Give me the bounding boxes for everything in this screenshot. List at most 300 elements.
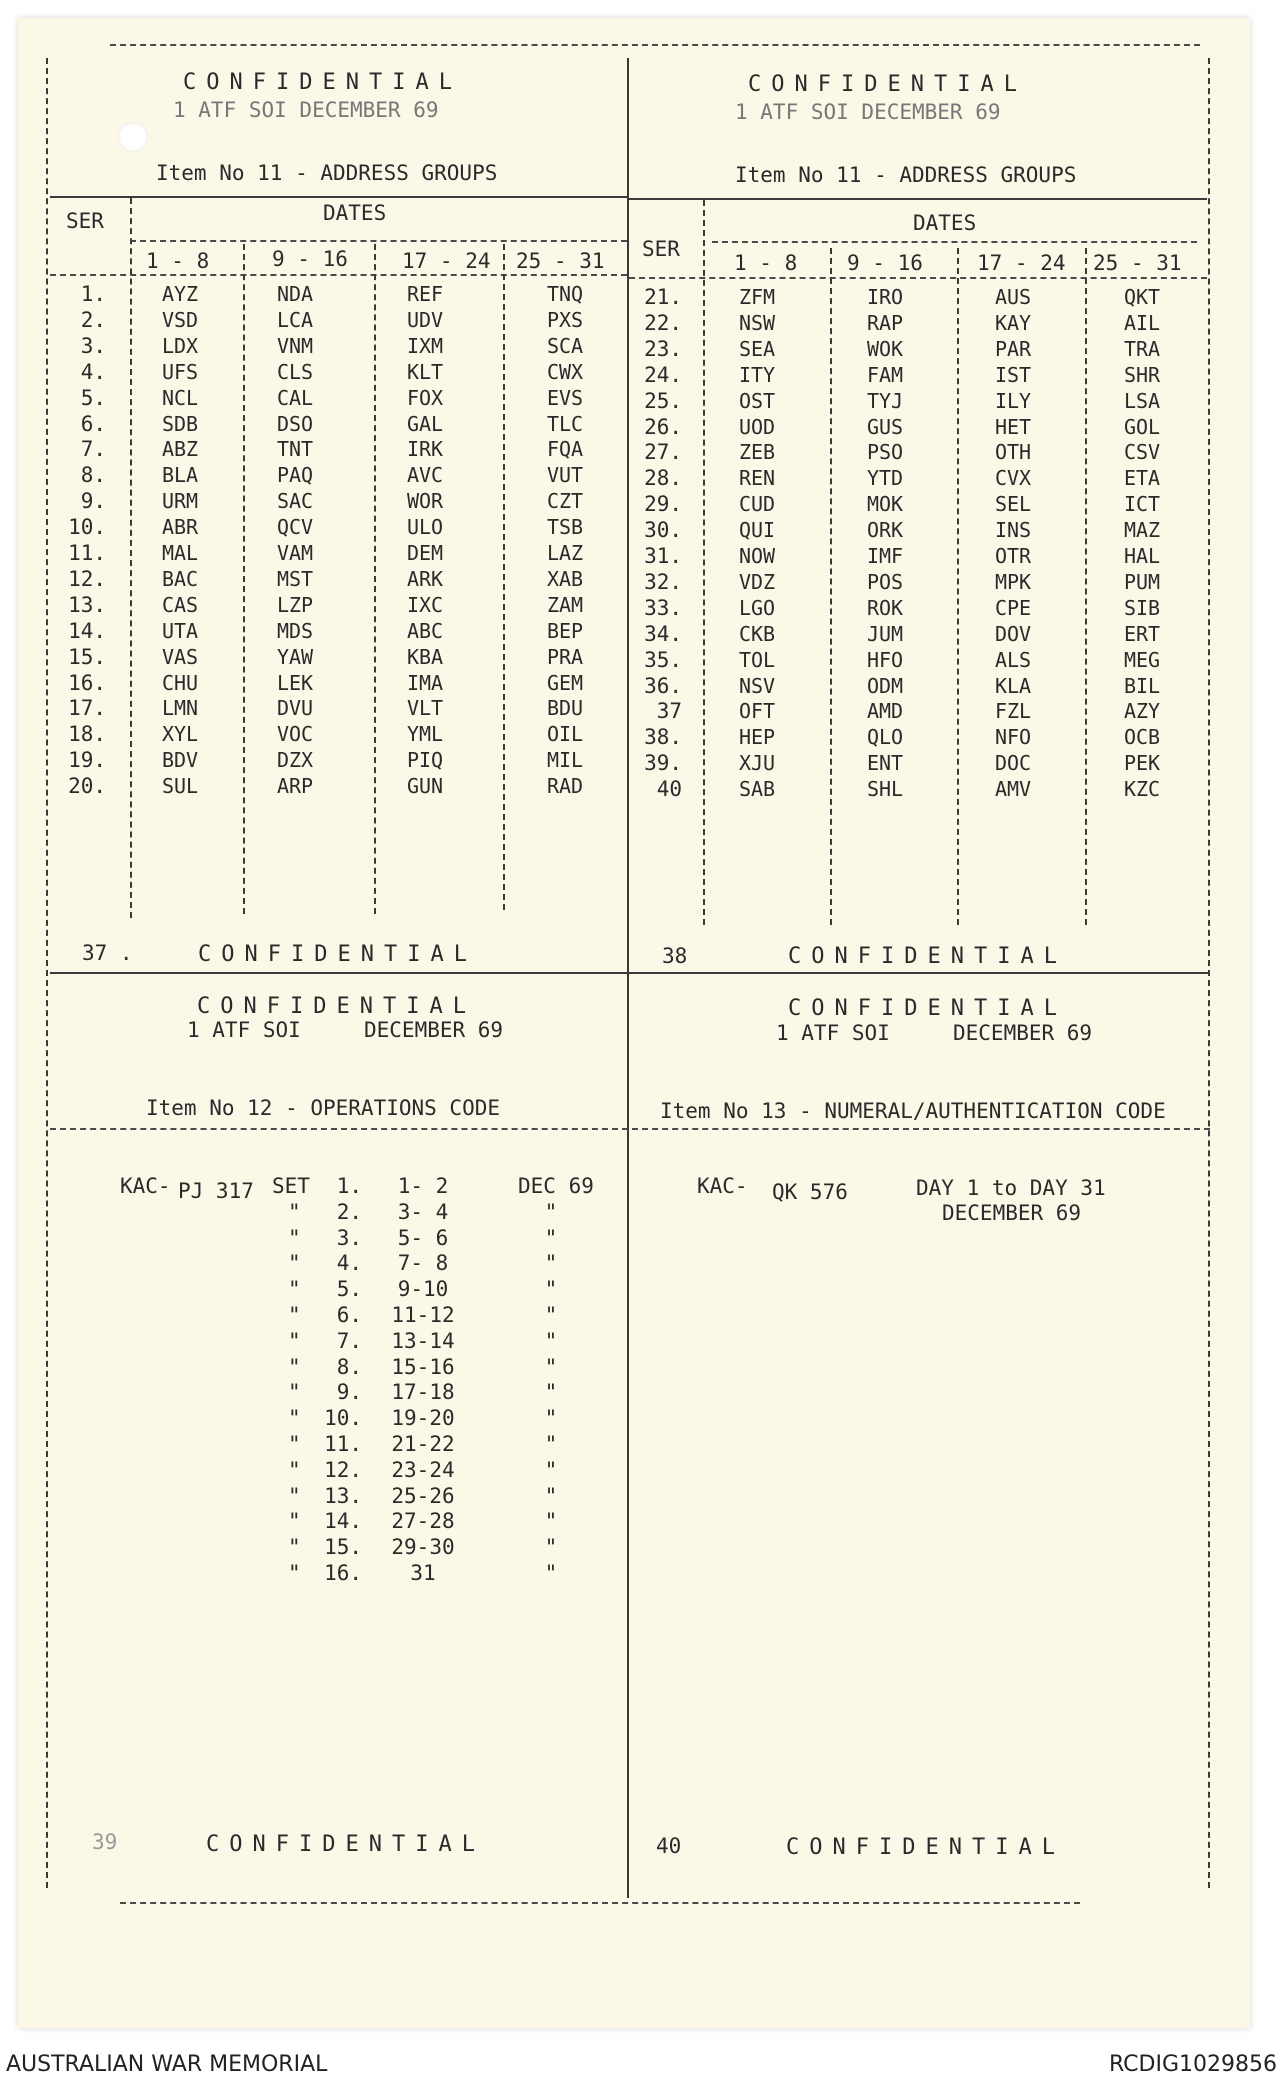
col-header-25-31: 25 - 31 xyxy=(516,249,605,273)
ser-number: 10. xyxy=(68,515,106,540)
ops-code-prefix: KAC- xyxy=(120,1174,171,1198)
ser-number: 25. xyxy=(644,388,682,413)
day-range: 27-28 xyxy=(391,1509,455,1534)
address-group-cell: DSO xyxy=(276,411,314,436)
address-group-cell: GEM xyxy=(546,670,584,695)
address-group-cell: BDV xyxy=(161,748,199,773)
soi-date-line: 1 ATF SOI DECEMBER 69 xyxy=(735,100,1001,124)
address-group-cell: SIB xyxy=(1123,595,1161,620)
ditto-mark: " xyxy=(288,1432,301,1456)
address-group-cell: VAS xyxy=(161,644,199,669)
ser-header: SER xyxy=(642,237,680,261)
top-border xyxy=(110,44,1200,46)
classification-heading: CONFIDENTIAL xyxy=(183,70,462,95)
day-range: 17-18 xyxy=(391,1380,455,1405)
day-range: 23-24 xyxy=(391,1457,455,1482)
ser-number: 15. xyxy=(68,644,106,669)
address-group-cell: RAP xyxy=(866,310,904,335)
address-group-cell: BLA xyxy=(161,463,199,488)
soi-date-line: 1 ATF SOI DECEMBER 69 xyxy=(173,98,439,122)
set-number: 11. xyxy=(324,1432,362,1456)
address-group-cell: ERT xyxy=(1123,621,1161,646)
month-column: " xyxy=(544,1277,558,1302)
archive-name: AUSTRALIAN WAR MEMORIAL xyxy=(6,2052,328,2077)
address-group-cell: KLT xyxy=(406,359,444,384)
page-number: 38 xyxy=(662,944,688,968)
address-group-cell: AZY xyxy=(1123,699,1161,724)
address-group-cell: MDS xyxy=(276,618,314,643)
address-group-cell: PXS xyxy=(546,307,584,332)
address-group-cell: ULO xyxy=(406,515,444,540)
month-column: " xyxy=(544,1535,558,1560)
ditto-mark: " xyxy=(288,1380,301,1405)
col-header-1-8: 1 - 8 xyxy=(734,251,798,275)
address-group-cell: ROK xyxy=(866,595,904,620)
month-column: " xyxy=(544,1483,558,1508)
ditto-mark: " xyxy=(288,1225,301,1250)
address-group-cell: SDB xyxy=(161,411,199,436)
address-group-cell: GAL xyxy=(406,411,444,436)
dates-header: DATES xyxy=(913,211,977,235)
ser-number: 12. xyxy=(68,566,106,591)
set-number: 7. xyxy=(336,1328,362,1353)
soi-line: 1 ATF SOI xyxy=(776,1021,890,1045)
address-group-cell: ETA xyxy=(1123,466,1161,491)
address-group-cell: OIL xyxy=(546,722,584,747)
address-group-cell: URM xyxy=(161,489,199,514)
day-range: 25-26 xyxy=(391,1483,455,1508)
address-group-cell: CZT xyxy=(546,489,584,514)
month-column: " xyxy=(544,1561,558,1585)
address-group-cell: YTD xyxy=(866,466,904,491)
classification-heading: CONFIDENTIAL xyxy=(748,72,1027,97)
address-group-cell: SEL xyxy=(994,492,1032,517)
ser-number: 24. xyxy=(644,362,682,387)
address-group-cell: BEP xyxy=(546,618,584,643)
ser-number: 27. xyxy=(644,440,682,465)
address-group-cell: JUM xyxy=(866,621,904,646)
address-group-cell: SUL xyxy=(161,774,199,799)
item-title: Item No 11 - ADDRESS GROUPS xyxy=(156,161,498,185)
month-column: " xyxy=(544,1509,558,1534)
address-group-cell: MST xyxy=(276,566,314,591)
address-group-cell: CAS xyxy=(161,592,199,617)
ops-code-value: PJ 317 xyxy=(178,1179,254,1203)
address-group-cell: MOK xyxy=(866,492,904,517)
address-group-cell: UDV xyxy=(406,307,444,332)
soi-date: DECEMBER 69 xyxy=(364,1018,504,1042)
address-group-cell: MAL xyxy=(161,541,199,565)
address-group-cell: SHR xyxy=(1123,362,1161,387)
address-group-cell: CAL xyxy=(276,385,314,410)
ser-number: 3. xyxy=(80,333,106,358)
day-range: 1- 2 xyxy=(397,1174,449,1198)
ser-number: 9. xyxy=(80,489,106,514)
page-number: 39 xyxy=(92,1830,118,1854)
address-group-cell: NSW xyxy=(738,310,776,335)
address-group-cell: CSV xyxy=(1123,440,1161,465)
table-header-rule xyxy=(629,198,1207,200)
month-column: DEC 69 xyxy=(518,1174,594,1198)
address-group-cell: YML xyxy=(406,722,444,747)
set-number: 12. xyxy=(324,1457,362,1482)
address-group-cell: CKB xyxy=(738,621,776,646)
dates-header: DATES xyxy=(323,201,387,225)
set-number: 2. xyxy=(336,1199,362,1224)
classification-footer: CONFIDENTIAL xyxy=(198,942,477,967)
address-group-cell: LCA xyxy=(276,307,314,332)
month-column: " xyxy=(544,1432,558,1456)
address-group-cell: QLO xyxy=(866,725,904,750)
address-group-cell: PRA xyxy=(546,644,584,669)
address-group-cell: DVU xyxy=(276,696,314,721)
address-group-cell: CPE xyxy=(994,595,1032,620)
address-group-cell: CUD xyxy=(738,492,776,517)
page-number: 40 xyxy=(656,1834,682,1858)
address-group-cell: UFS xyxy=(161,359,199,384)
ser-number: 38. xyxy=(644,725,682,750)
address-group-cell: LEK xyxy=(276,670,314,695)
ser-number: 39. xyxy=(644,751,682,776)
address-group-cell: QUI xyxy=(738,518,776,543)
address-group-cell: LSA xyxy=(1123,388,1161,413)
archive-reference: RCDIG1029856 xyxy=(1108,2052,1277,2077)
address-group-cell: GOL xyxy=(1123,414,1161,439)
ser-number: 4. xyxy=(80,359,106,384)
col-header-1-8: 1 - 8 xyxy=(146,249,210,273)
address-group-cell: ITY xyxy=(738,362,776,387)
address-group-cell: DEM xyxy=(406,541,444,565)
address-group-cell: VLT xyxy=(406,696,444,721)
address-group-cell: ILY xyxy=(994,388,1032,413)
day-range: 3- 4 xyxy=(397,1199,449,1224)
address-group-cell: VSD xyxy=(161,307,199,332)
address-group-cell: NDA xyxy=(276,282,314,306)
col-header-17-24: 17 - 24 xyxy=(977,251,1066,275)
address-group-cell: KBA xyxy=(406,644,444,669)
address-group-cell: AUS xyxy=(994,285,1032,309)
soi-line: 1 ATF SOI xyxy=(187,1018,301,1042)
address-group-cell: KZC xyxy=(1123,777,1161,802)
address-group-cell: PAQ xyxy=(276,463,314,488)
ditto-mark: " xyxy=(288,1199,301,1224)
auth-code-value: QK 576 xyxy=(772,1180,848,1204)
set-number: 9. xyxy=(336,1380,362,1405)
ser-number: 35. xyxy=(644,647,682,672)
ser-number: 36. xyxy=(644,673,682,698)
ditto-mark: " xyxy=(288,1535,301,1560)
ser-number: 7. xyxy=(80,437,106,462)
address-group-cell: SAC xyxy=(276,489,314,514)
address-group-cell: FQA xyxy=(546,437,584,462)
auth-month: DECEMBER 69 xyxy=(942,1201,1082,1225)
address-group-cell: HAL xyxy=(1123,544,1161,568)
address-group-cell: PSO xyxy=(866,440,904,465)
address-group-cell: UTA xyxy=(161,618,199,643)
address-group-cell: OCB xyxy=(1123,725,1161,750)
address-group-cell: IRK xyxy=(406,437,444,462)
page-number: 37 . xyxy=(82,941,133,965)
address-group-cell: AMD xyxy=(866,699,904,724)
day-range: 21-22 xyxy=(391,1432,455,1456)
ser-number: 17. xyxy=(68,696,106,721)
address-group-cell: LAZ xyxy=(546,541,584,565)
address-group-cell: OFT xyxy=(738,699,776,724)
address-group-cell: CVX xyxy=(994,466,1032,491)
address-group-cell: ALS xyxy=(994,647,1032,672)
ditto-mark: " xyxy=(288,1509,301,1534)
address-group-cell: PEK xyxy=(1123,751,1161,776)
address-group-cell: VDZ xyxy=(738,569,776,594)
ser-number: 19. xyxy=(68,748,106,773)
item-title: Item No 12 - OPERATIONS CODE xyxy=(146,1096,501,1120)
address-group-cell: ZEB xyxy=(738,440,776,465)
ser-number: 14. xyxy=(68,618,106,643)
ser-number: 29. xyxy=(644,492,682,517)
address-group-cell: UOD xyxy=(738,414,776,439)
address-group-cell: PUM xyxy=(1123,569,1161,594)
address-group-cell: PIQ xyxy=(406,748,444,773)
address-group-cell: MPK xyxy=(994,569,1032,594)
ser-number: 16. xyxy=(68,670,106,695)
address-group-cell: TSB xyxy=(546,515,584,540)
set-number: 14. xyxy=(324,1509,362,1534)
address-group-cell: XAB xyxy=(546,566,584,591)
ditto-mark: " xyxy=(288,1328,301,1353)
address-group-cell: INS xyxy=(994,518,1032,543)
ser-number: 33. xyxy=(644,595,682,620)
ditto-mark: " xyxy=(288,1303,301,1327)
soi-date: DECEMBER 69 xyxy=(953,1021,1093,1045)
day-range: 9-10 xyxy=(397,1277,449,1302)
day-range: 7- 8 xyxy=(397,1251,449,1276)
column-header-rule xyxy=(629,277,1207,279)
address-group-cell: GUN xyxy=(406,774,444,799)
item-title: Item No 11 - ADDRESS GROUPS xyxy=(735,163,1077,187)
address-group-cell: DZX xyxy=(276,748,314,773)
classification-heading: CONFIDENTIAL xyxy=(197,994,476,1019)
address-group-cell: WOK xyxy=(866,336,904,361)
month-column: " xyxy=(544,1199,558,1224)
address-group-cell: OTR xyxy=(994,544,1032,568)
address-group-cell: BDU xyxy=(546,696,584,721)
col-header-25-31: 25 - 31 xyxy=(1093,251,1182,275)
day-range: 19-20 xyxy=(391,1406,455,1431)
ser-number: 8. xyxy=(80,463,106,488)
ser-number: 34. xyxy=(644,621,682,646)
address-group-cell: BIL xyxy=(1123,673,1161,698)
address-group-cell: FZL xyxy=(994,699,1032,724)
set-number: 13. xyxy=(324,1483,362,1508)
address-group-cell: QCV xyxy=(276,515,314,540)
address-group-cell: CLS xyxy=(276,359,314,384)
ser-number: 21. xyxy=(644,285,682,309)
address-group-cell: IRO xyxy=(866,285,904,309)
month-column: " xyxy=(544,1354,558,1379)
dates-rule xyxy=(712,241,1197,243)
address-group-cell: ORK xyxy=(866,518,904,543)
address-group-cell: NSV xyxy=(738,673,776,698)
ser-number: 1. xyxy=(80,282,106,306)
ser-number: 32. xyxy=(644,569,682,594)
auth-period: DAY 1 to DAY 31 xyxy=(916,1176,1106,1200)
col-header-9-16: 9 - 16 xyxy=(847,251,923,275)
address-group-cell: NFO xyxy=(994,725,1032,750)
address-group-cell: IMA xyxy=(406,670,444,695)
set-number: 16. xyxy=(324,1561,362,1585)
address-group-cell: EVS xyxy=(546,385,584,410)
address-group-cell: XYL xyxy=(161,722,199,747)
day-range: 13-14 xyxy=(391,1328,455,1353)
set-number: 6. xyxy=(336,1303,362,1327)
address-group-cell: CWX xyxy=(546,359,584,384)
address-group-cell: NCL xyxy=(161,385,199,410)
address-group-cell: TNT xyxy=(276,437,314,462)
address-group-cell: FOX xyxy=(406,385,444,410)
address-group-cell: CHU xyxy=(161,670,199,695)
ser-number: 20. xyxy=(68,774,106,799)
classification-footer: CONFIDENTIAL xyxy=(206,1832,485,1857)
middle-divider xyxy=(50,972,1210,974)
month-column: " xyxy=(544,1251,558,1276)
auth-code-prefix: KAC- xyxy=(697,1174,748,1198)
address-group-cell: ARK xyxy=(406,566,444,591)
day-range: 5- 6 xyxy=(397,1225,449,1250)
address-group-cell: TRA xyxy=(1123,336,1161,361)
ditto-mark: " xyxy=(288,1277,301,1302)
ser-number: 30. xyxy=(644,518,682,543)
classification-footer: CONFIDENTIAL xyxy=(786,1835,1065,1860)
classification-heading: CONFIDENTIAL xyxy=(788,996,1067,1021)
address-group-cell: KAY xyxy=(994,310,1032,335)
month-column: " xyxy=(544,1225,558,1250)
day-range: 11-12 xyxy=(391,1303,455,1327)
column-header-rule xyxy=(50,274,627,276)
table-header-rule xyxy=(50,196,627,198)
bottom-border xyxy=(120,1902,1080,1904)
address-group-cell: ABR xyxy=(161,515,199,540)
address-group-cell: FAM xyxy=(866,362,904,387)
address-group-cell: OST xyxy=(738,388,776,413)
section-rule xyxy=(50,1128,1210,1130)
address-group-cell: LGO xyxy=(738,595,776,620)
ser-number: 31. xyxy=(644,544,682,568)
col-header-17-24: 17 - 24 xyxy=(402,249,491,273)
address-group-cell: ODM xyxy=(866,673,904,698)
address-group-cell: HET xyxy=(994,414,1032,439)
ditto-mark: " xyxy=(288,1561,301,1585)
address-group-cell: ZFM xyxy=(738,285,776,309)
address-group-cell: SEA xyxy=(738,336,776,361)
address-group-cell: TOL xyxy=(738,647,776,672)
ditto-mark: " xyxy=(288,1354,301,1379)
address-group-cell: GUS xyxy=(866,414,904,439)
address-group-cell: BAC xyxy=(161,566,199,591)
address-group-cell: HFO xyxy=(866,647,904,672)
address-group-cell: IXM xyxy=(406,333,444,358)
month-column: " xyxy=(544,1328,558,1353)
address-group-cell: REN xyxy=(738,466,776,491)
address-group-cell: KLA xyxy=(994,673,1032,698)
address-group-cell: TYJ xyxy=(866,388,904,413)
month-column: " xyxy=(544,1303,558,1327)
set-number: 15. xyxy=(324,1535,362,1560)
ser-number: 13. xyxy=(68,592,106,617)
month-column: " xyxy=(544,1457,558,1482)
ditto-mark: " xyxy=(288,1483,301,1508)
ser-number: 18. xyxy=(68,722,106,747)
address-group-cell: OTH xyxy=(994,440,1032,465)
address-group-cell: PAR xyxy=(994,336,1032,361)
address-group-cell: TLC xyxy=(546,411,584,436)
address-group-cell: RAD xyxy=(546,774,584,799)
address-group-cell: VOC xyxy=(276,722,314,747)
address-group-cell: LDX xyxy=(161,333,199,358)
address-group-cell: DOC xyxy=(994,751,1032,776)
address-group-cell: SAB xyxy=(738,777,776,802)
address-group-cell: ABC xyxy=(406,618,444,643)
day-range: 31 xyxy=(410,1561,436,1585)
address-group-cell: ARP xyxy=(276,774,314,799)
address-group-cell: ZAM xyxy=(546,592,584,617)
set-number: 3. xyxy=(336,1225,362,1250)
month-column: " xyxy=(544,1406,558,1431)
ser-number: 37 xyxy=(656,699,682,724)
classification-footer: CONFIDENTIAL xyxy=(788,944,1067,969)
ser-number: 23. xyxy=(644,336,682,361)
address-group-cell: IMF xyxy=(866,544,904,568)
address-group-cell: POS xyxy=(866,569,904,594)
address-group-cell: AYZ xyxy=(161,282,199,306)
address-group-cell: QKT xyxy=(1123,285,1161,309)
address-group-cell: XJU xyxy=(738,751,776,776)
address-group-cell: VAM xyxy=(276,541,314,565)
ser-number: 26. xyxy=(644,414,682,439)
dates-rule xyxy=(130,240,627,242)
ditto-mark: " xyxy=(288,1406,301,1431)
ditto-mark: " xyxy=(288,1251,301,1276)
address-group-cell: DOV xyxy=(994,621,1032,646)
address-group-cell: VUT xyxy=(546,463,584,488)
ser-header: SER xyxy=(66,209,104,233)
address-group-cell: NOW xyxy=(738,544,776,568)
address-group-cell: SCA xyxy=(546,333,584,358)
ser-number: 40 xyxy=(656,777,682,802)
ser-number: 11. xyxy=(68,541,106,565)
punch-hole xyxy=(118,122,148,152)
set-number: 5. xyxy=(336,1277,362,1302)
set-number: 4. xyxy=(336,1251,362,1276)
address-group-cell: MAZ xyxy=(1123,518,1161,543)
address-group-cell: AMV xyxy=(994,777,1032,802)
address-group-cell: IXC xyxy=(406,592,444,617)
day-range: 29-30 xyxy=(391,1535,455,1560)
ditto-mark: " xyxy=(288,1457,301,1482)
address-group-cell: AVC xyxy=(406,463,444,488)
address-group-cell: HEP xyxy=(738,725,776,750)
day-range: 15-16 xyxy=(391,1354,455,1379)
address-group-cell: TNQ xyxy=(546,282,584,306)
col-divider xyxy=(503,244,505,910)
col-header-9-16: 9 - 16 xyxy=(272,247,348,271)
address-group-cell: LMN xyxy=(161,696,199,721)
address-group-cell: ENT xyxy=(866,751,904,776)
address-group-cell: REF xyxy=(406,282,444,306)
left-border xyxy=(46,58,48,1888)
ser-number: 22. xyxy=(644,310,682,335)
address-group-cell: WOR xyxy=(406,489,444,514)
ser-number: 2. xyxy=(80,307,106,332)
